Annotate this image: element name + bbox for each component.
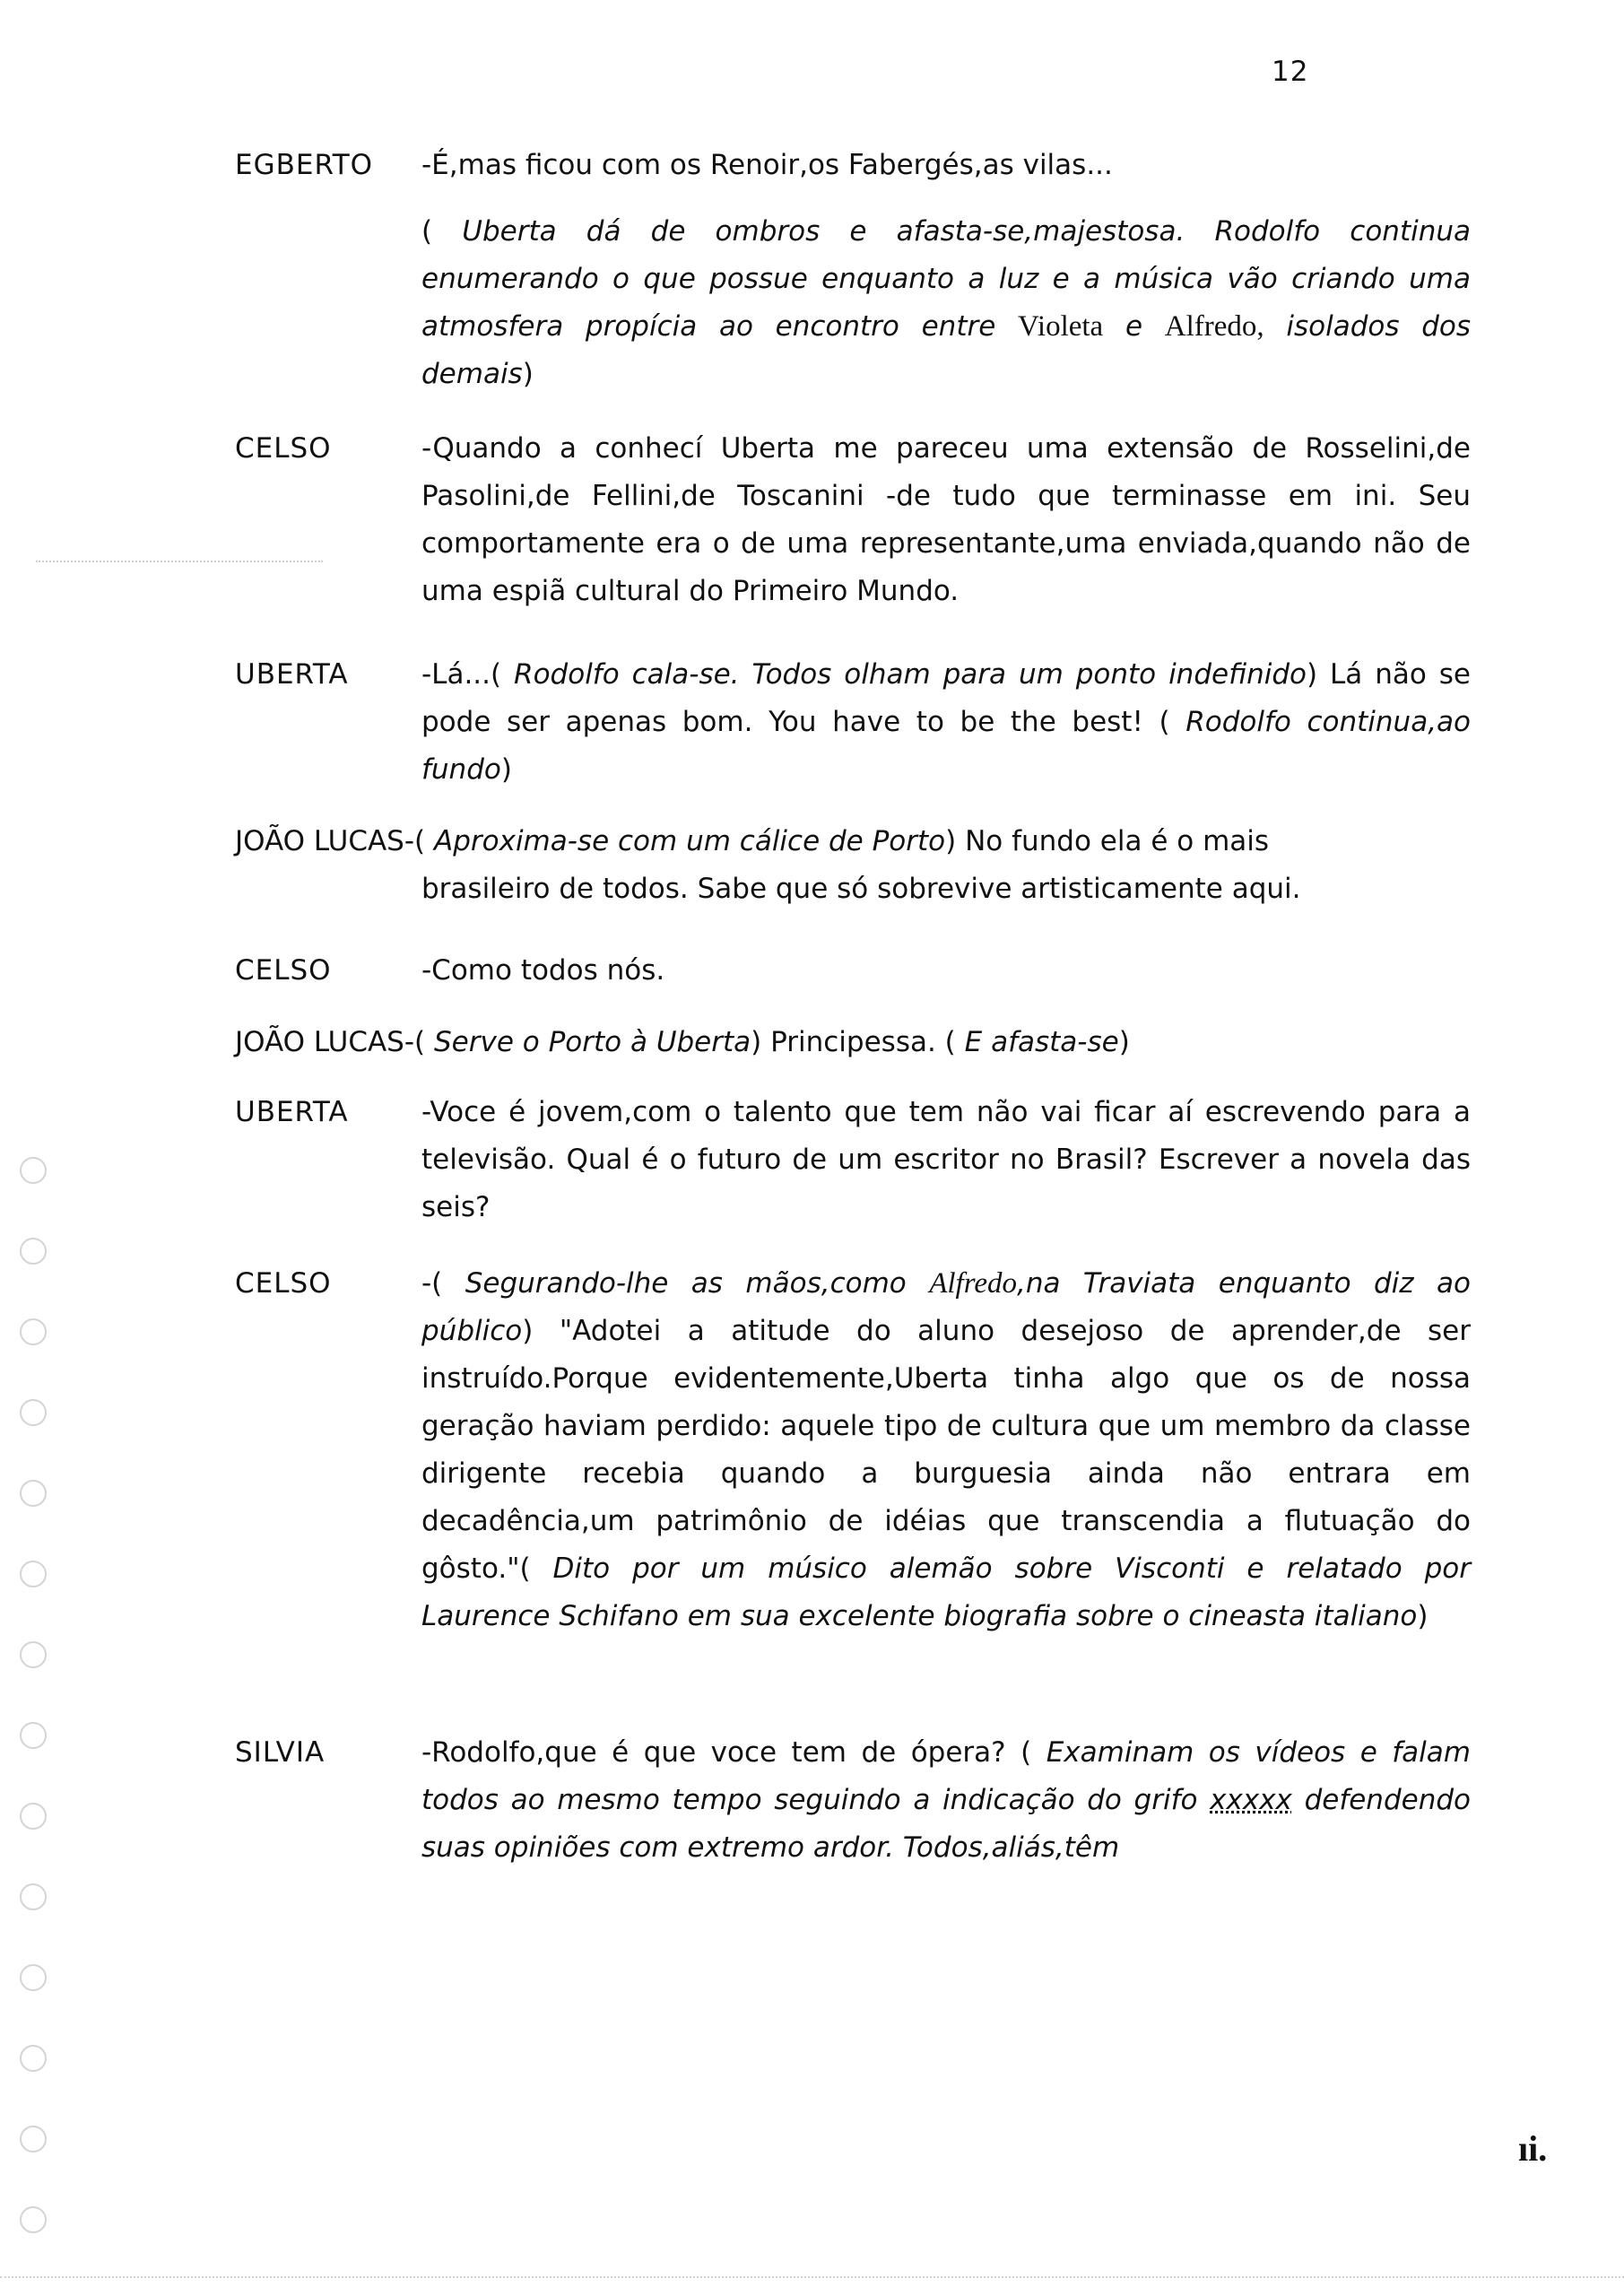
line-celso: -Como todos nós. [421, 954, 665, 987]
line-segment: ) Lá não se pode ser apenas bom. You have to be the best! ( [421, 658, 1471, 738]
stage-direction-inline: Dito por um músico alemão sobre Visconti e relatado por Laurence Schifano em sua excelente biografia sobre o cineasta italiano [421, 1552, 1471, 1632]
line-celso: -Quando a conhecí Uberta me pareceu uma extensão de Rosselini,de Pasolini,de Fellini,de Toscanini -de tudo que terminasse em ini. Seu comportamente era o de uma representante,uma enviada,quando não de uma espiã cultural do Primeiro Mundo. [421, 432, 1471, 607]
stage-direction-open: ( [421, 215, 463, 248]
speaker-silvia: SILVIA [235, 1736, 326, 1769]
stage-direction-text: Uberta dá de ombros e afasta-se,majestosa. Rodolfo continua enumerando o que possue enquanto a luz e a música vão criando uma atmosfera propícia ao encontro entre [421, 215, 1472, 343]
line-uberta [421, 651, 1471, 794]
binder-hole [20, 2206, 47, 2233]
page-bottom-edge [0, 2276, 1624, 2278]
binder-hole [20, 1722, 47, 1749]
line-segment: -Lá...( [421, 658, 515, 691]
stage-direction-tail: isolados dos demais [421, 310, 1472, 390]
line-segment: -( [421, 1267, 465, 1300]
binder-hole [20, 2045, 47, 2072]
binder-hole [20, 1399, 47, 1426]
corner-mark: ıi. [1518, 2128, 1548, 2169]
stage-direction-close: ) [522, 358, 534, 390]
line-joao-lucas-continued: brasileiro de todos. Sabe que só sobrevive artisticamente aqui. [421, 873, 1301, 905]
binder-hole [20, 1803, 47, 1830]
binder-hole [20, 1480, 47, 1507]
binder-hole [20, 1561, 47, 1587]
scan-artifact [36, 561, 323, 562]
speaker-uberta: UBERTA [235, 1096, 349, 1128]
character-name-alfredo: Alfredo, [1164, 310, 1264, 343]
line-celso [421, 1260, 1471, 1640]
line-segment: ( [414, 1026, 434, 1058]
binder-hole [20, 1318, 47, 1345]
speaker-celso: CELSO [235, 432, 332, 465]
binder-hole [20, 1157, 47, 1184]
stage-direction-inline: Aproxima-se com um cálice de Porto [434, 825, 946, 857]
character-name-alfredo: Alfredo [929, 1267, 1017, 1300]
grifo-marker: xxxxx [1210, 1784, 1292, 1816]
line-joao-lucas [235, 818, 1471, 865]
binder-hole [20, 1641, 47, 1668]
page-number: 12 [1272, 56, 1309, 88]
stage-direction-inline: Rodolfo cala-se. Todos olham para um ponto indefinido [514, 658, 1307, 691]
binder-hole [20, 1238, 47, 1265]
stage-direction-conjunction: e [1125, 310, 1143, 343]
stage-direction-inline: Examinam os vídeos e falam todos ao mesmo tempo seguindo a indicação do grifo [421, 1736, 1471, 1816]
stage-direction-inline: defendendo suas opiniões com extremo ardor. Todos,aliás,têm [421, 1784, 1471, 1864]
line-segment: ) Principessa. ( [751, 1026, 965, 1058]
binder-hole [20, 1964, 47, 1991]
line-uberta: -Voce é jovem,com o talento que tem não vai ficar aí escrevendo para a televisão. Qual é o futuro de um escritor no Brasil? Escrever a novela das seis? [421, 1096, 1471, 1223]
stage-direction-inline: Rodolfo continua,ao fundo [421, 706, 1472, 786]
line-segment: ) [1118, 1026, 1130, 1058]
stage-direction-inline: E afasta-se [964, 1026, 1119, 1058]
binder-hole [20, 2126, 47, 2152]
line-segment: ( [414, 825, 434, 857]
line-egberto: -É,mas ficou com os Renoir,os Fabergés,as vilas... [421, 149, 1113, 181]
line-segment: ) [500, 753, 512, 786]
character-name-violeta: Violeta [1018, 310, 1104, 343]
speaker-uberta: UBERTA [235, 658, 349, 691]
stage-direction-inline: Serve o Porto à Uberta [434, 1026, 751, 1058]
line-segment: ) No fundo ela é o mais [945, 825, 1270, 857]
binder-hole [20, 1883, 47, 1910]
line-silvia [421, 1729, 1471, 1872]
speaker-joao-lucas: JOÃO LUCAS- [235, 1026, 415, 1058]
speaker-egberto: EGBERTO [235, 149, 374, 181]
binder-holes [20, 1157, 56, 2287]
line-segment: ) [1417, 1600, 1429, 1632]
stage-direction [421, 208, 1471, 398]
line-segment: -Rodolfo,que é que voce tem de ópera? ( [421, 1736, 1046, 1769]
line-joao-lucas [235, 1019, 1471, 1066]
line-segment: ) "Adotei a atitude do aluno desejoso de aprender,de ser instruído.Porque evidentemente,Uberta tinha algo que os de nossa geração haviam perdido: aquele tipo de cultura que um membro da classe dirigente recebia quando a burguesia ainda não entrara em decadência,um patrimônio de idéias que transcendia a flutuação do gôsto."( [421, 1315, 1471, 1585]
speaker-celso: CELSO [235, 954, 332, 987]
speaker-celso: CELSO [235, 1267, 332, 1300]
speaker-joao-lucas: JOÃO LUCAS- [235, 825, 415, 857]
stage-direction-inline: Segurando-lhe as mãos,como [465, 1267, 907, 1300]
stage-direction-inline: ,na Traviata enquanto diz ao público [421, 1267, 1471, 1347]
